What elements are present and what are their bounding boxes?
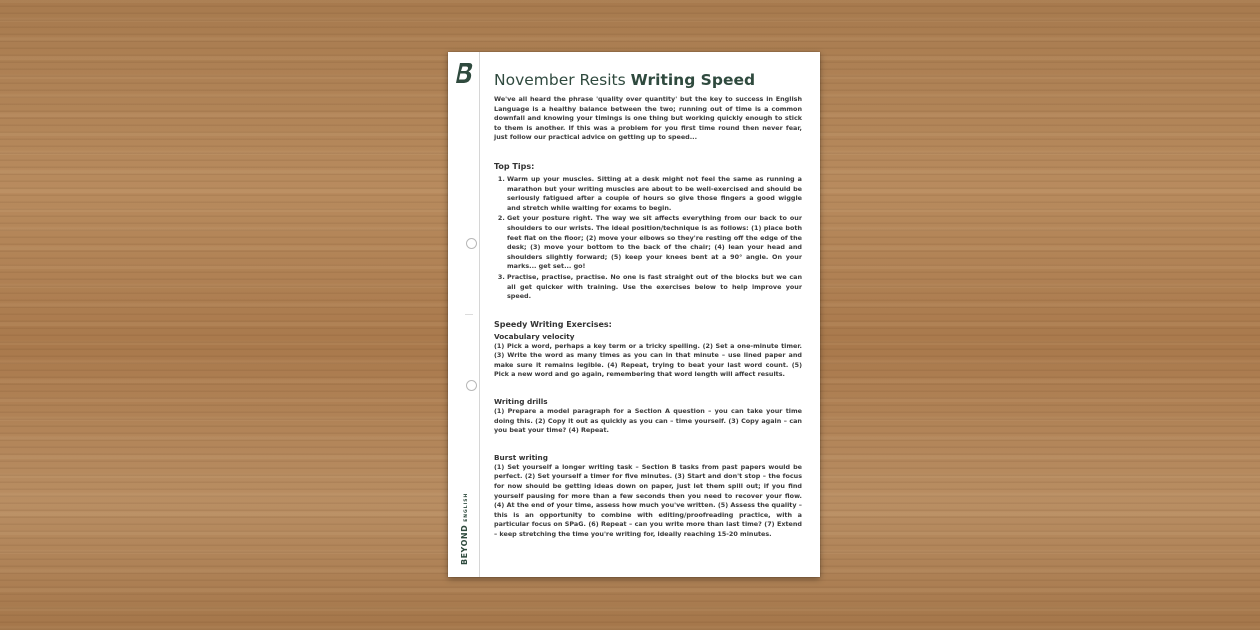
tip-item: 2. Get your posture right. The way we sit affects everything from our back to our shoulders to our wrists. The ideal position/technique is as follows: (1) place both feet flat on the floor; (2) move your elbows so they're resting off the edge of the desk; (3) move your bottom to the back of the chair; (4) lean your head and shoulders slightly forward; (5) keep your knees bent at a 90° angle. On your marks... get set... go! [507, 214, 802, 272]
tip-item: 3. Practise, practise, practise. No one is fast straight out of the blocks but we can all get quicker with training. Use the exercises below to help improve your speed. [507, 273, 802, 302]
beyond-logo-icon [456, 62, 474, 84]
punch-hole [466, 238, 477, 249]
tip-item: 1. Warm up your muscles. Sitting at a desk might not feel the same as running a marathon but your writing muscles are about to be well-exercised and should be seriously fatigued after a couple of hours so give those fingers a good wiggle and stretch while waiting for exams to begin. [507, 175, 802, 213]
document-sheet [448, 52, 820, 577]
margin-divider [479, 52, 480, 577]
brand-wordmark [452, 493, 471, 565]
document-content [494, 70, 802, 540]
vocab-velocity-heading: Vocabulary velocity [494, 331, 575, 341]
exercises-heading: Speedy Writing Exercises: [494, 319, 612, 329]
writing-drills-text: (1) Prepare a model paragraph for a Section A question – you can take your time doing this. (2) Copy it out as quickly as you can – time yourself. (3) Copy again – can you beat your time? (4) Repeat. [494, 407, 802, 435]
intro-paragraph: We've all heard the phrase 'quality over quantity' but the key to success in English Language is a healthy balance between the two; running out of time is a common downfall and knowing your timings is one thing but working quickly enough to stick to them is another. If this was a problem for you first time round then never fear, just follow our practical advice on getting up to speed... [494, 95, 802, 142]
top-tips-heading: Top Tips: [494, 161, 535, 171]
title-regular: November Resits [494, 71, 626, 89]
top-tips-list [494, 175, 802, 302]
title-bold: Writing Speed [630, 71, 756, 89]
burst-writing-heading: Burst writing [494, 452, 548, 462]
burst-writing-text: (1) Set yourself a longer writing task – Section B tasks from past papers would be perfect. (2) Set yourself a timer for five minutes. (3) Start and don't stop – the focus for now should be getting ideas down on paper, just let them spill out; if you find yourself pausing for more than a few seconds then you need to recover your flow. (4) At the end of your time, assess how much you've written. (5) Assess the quality – this is an opportunity to combine with editing/proofreading practice, with a particular focus on SPaG. (6) Repeat – can you write more than last time? (7) Extend – keep stretching the time you're writing for, ideally reaching 15-20 minutes. [494, 462, 802, 538]
brand-sub: ENGLISH [464, 492, 469, 522]
punch-hole [466, 380, 477, 391]
brand-main: BEYOND [460, 524, 469, 565]
fold-mark [465, 314, 473, 315]
vocab-velocity-text: (1) Pick a word, perhaps a key term or a tricky spelling. (2) Set a one-minute timer. (3) Write the word as many times as you can in that minute – use lined paper and make sure it remains legible. (4) Repeat, trying to beat your last word count. (5) Pick a new word and go again, remembering that word length will affect results. [494, 341, 802, 379]
writing-drills-heading: Writing drills [494, 397, 548, 407]
page-title [494, 70, 802, 90]
